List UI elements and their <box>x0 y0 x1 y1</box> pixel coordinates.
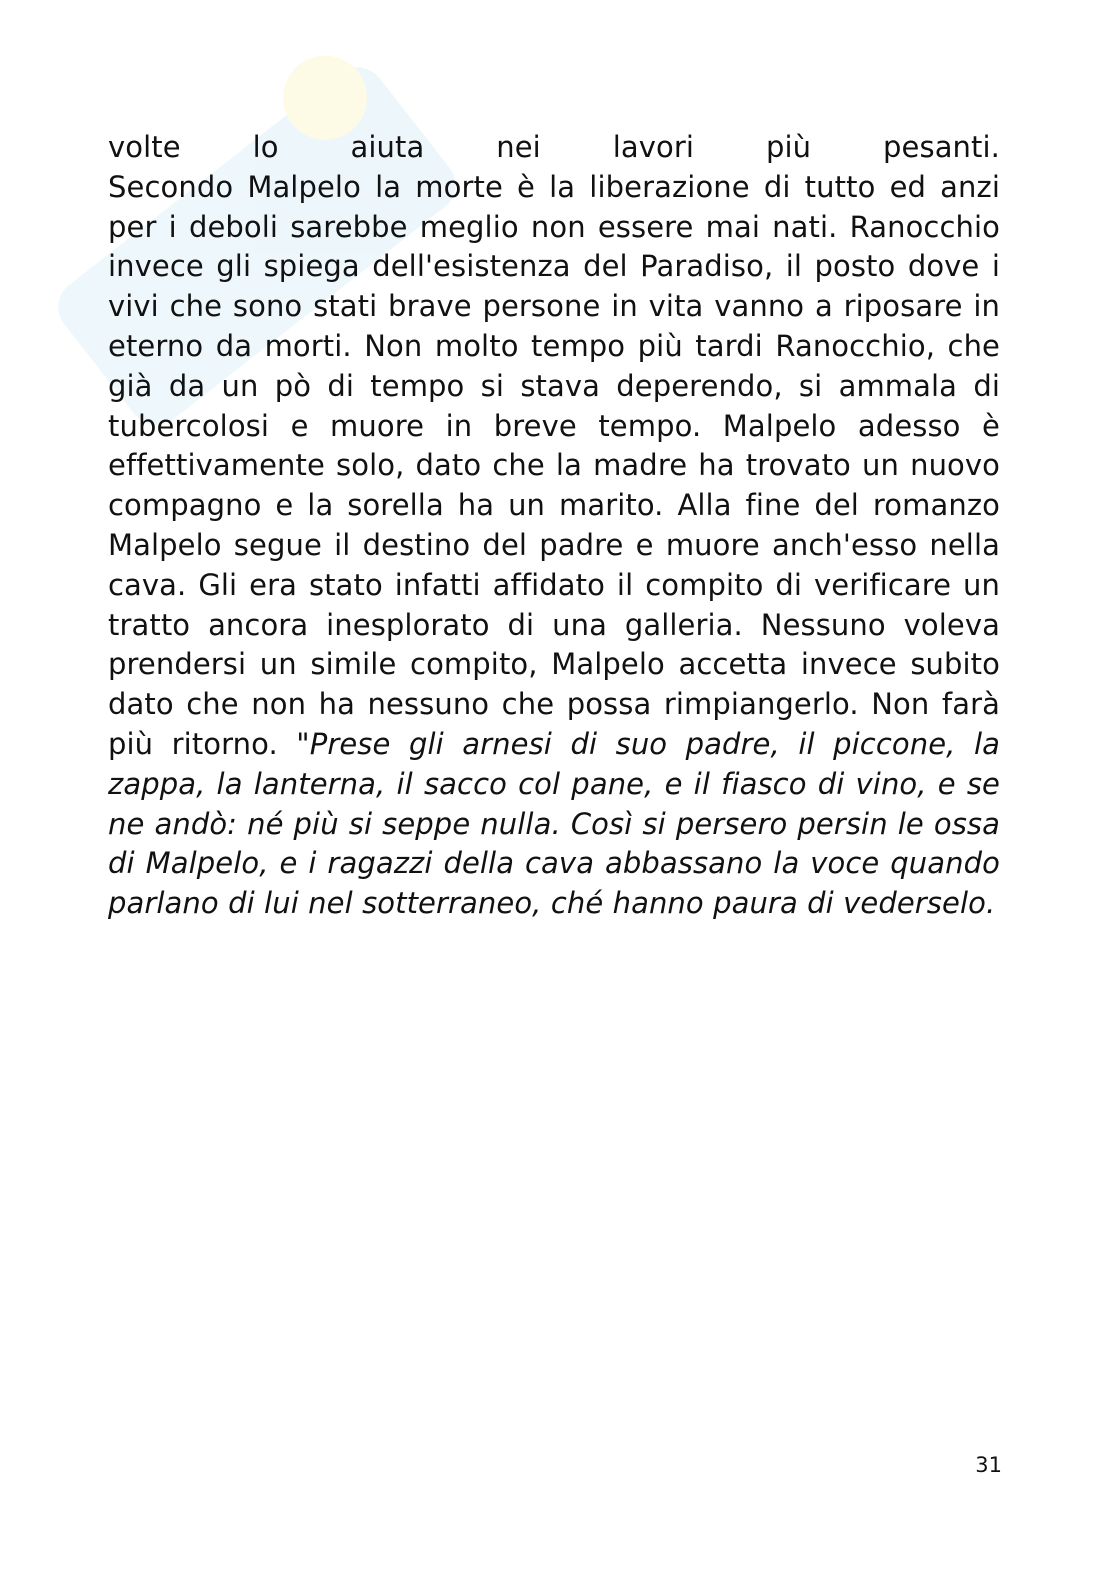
paragraph-first-line: volte lo aiuta nei lavori più pesanti. <box>108 130 1000 164</box>
paragraph-body <box>108 168 1000 924</box>
verga-quotation: Prese gli arnesi di suo padre, il piccone, la zappa, la lanterna, il sacco col pane, e il fiasco di vino, e se ne andò: né più si seppe nulla. Così si persero persin le ossa di Malpelo, e i ragazzi della cava abbassano la voce quando parlano di lui nel sotterraneo, ché hanno paura di vederselo. <box>108 726 1000 921</box>
document-body <box>108 128 1000 924</box>
body-text: Secondo Malpelo la morte è la liberazione di tutto ed anzi per i deboli sarebbe meglio non essere mai nati. Ranocchio invece gli spiega dell'esistenza del Paradiso, il posto dove i vivi che sono stati brave persone in vita vanno a riposare in eterno da morti. Non molto tempo più tardi Ranocchio, che già da un pò di tempo si stava deperendo, si ammala di tubercolosi e muore in breve tempo. Malpelo adesso è effettivamente solo, dato che la madre ha trovato un nuovo compagno e la sorella ha un marito. Alla fine del romanzo Malpelo segue il destino del padre e muore anch'esso nella cava. Gli era stato infatti affidato il compito di verificare un tratto ancora inesplorato di una galleria. Nessuno voleva prendersi un simile compito, Malpelo accetta invece subito dato che non ha nessuno che possa rimpiangerlo. Non farà più ritorno. " <box>108 169 1000 761</box>
page-number: 31 <box>975 1453 1002 1477</box>
